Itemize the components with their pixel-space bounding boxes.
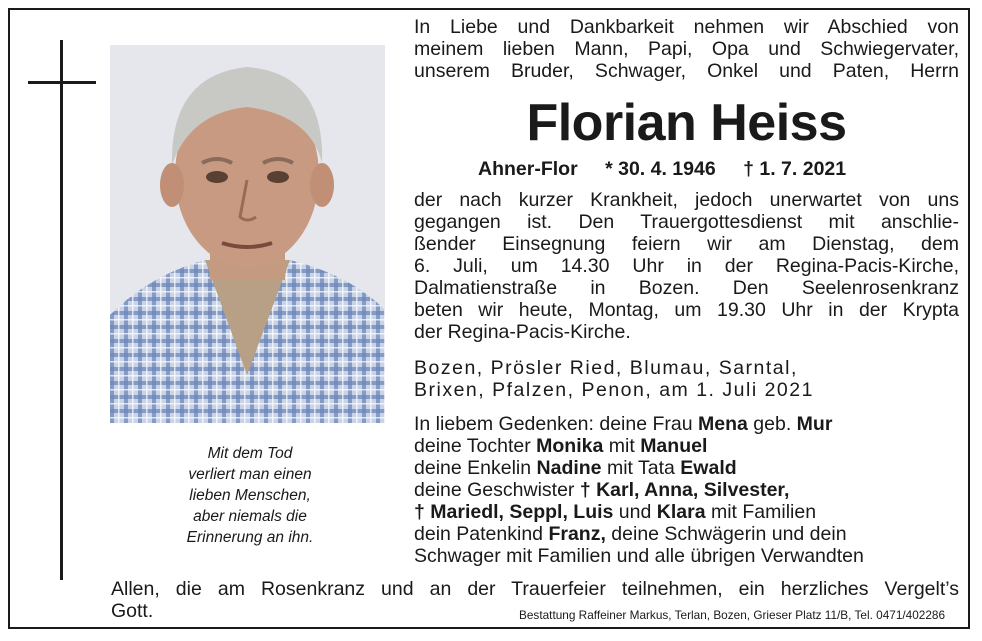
life-dates [478, 158, 868, 181]
cross-icon [60, 40, 63, 580]
intro-text [414, 16, 959, 82]
death-date: † 1. 7. 2021 [743, 158, 847, 180]
family-text: deine Tochter [414, 435, 537, 457]
family-line [414, 479, 959, 501]
family-text: mit [603, 435, 641, 457]
birth-date: * 30. 4. 1946 [605, 158, 716, 180]
undertaker-info: Bestattung Raffeiner Markus, Terlan, Bozen, Grieser Platz 11/B, Tel. 0471/402286 [519, 608, 946, 622]
body-line: gegangen ist. Den Trauergottesdienst mit anschlie- [414, 211, 959, 233]
quote-line: Mit dem Tod [207, 445, 293, 462]
family-text: mit Tata [601, 457, 681, 479]
family-name: Ewald [680, 457, 737, 479]
body-line: beten wir heute, Montag, um 19.30 Uhr in der Krypta [414, 299, 959, 321]
family-name: † Karl, Anna, Silvester, [579, 479, 790, 501]
family-text: deine Geschwister [414, 479, 580, 501]
family-line: Schwager mit Familien und alle übrigen Verwandten [414, 545, 864, 567]
closing-line: Allen, die am Rosenkranz und an der Trauerfeier teilnehmen, ein herzliches Vergelt’s [111, 578, 959, 600]
family-text: mit Familien [705, 501, 817, 523]
place-line: Brixen, Pfalzen, Penon, am 1. Juli 2021 [414, 379, 814, 401]
family-line [414, 435, 959, 457]
family-text: In liebem Gedenken: deine Frau [414, 413, 699, 435]
body-line: ßender Einsegnung feiern wir am Dienstag, dem [414, 233, 959, 255]
family-name: Franz, [548, 523, 606, 545]
family-text: und [613, 501, 657, 523]
intro-line: In Liebe und Dankbarkeit nehmen wir Abschied von [414, 16, 959, 38]
family-text: dein Patenkind [414, 523, 549, 545]
memorial-quote [150, 443, 350, 548]
announcement-text [414, 189, 959, 343]
place-date [414, 357, 959, 401]
family-line [414, 457, 959, 479]
intro-line: meinem lieben Mann, Papi, Opa und Schwiegervater, [414, 38, 959, 60]
family-name: † Mariedl, Seppl, Luis [414, 501, 614, 523]
family-name: Manuel [640, 435, 708, 457]
place-line: Bozen, Prösler Ried, Blumau, Sarntal, [414, 357, 798, 379]
family-line [414, 501, 959, 523]
body-line: 6. Juli, um 14.30 Uhr in der Regina-Pacis-Kirche, [414, 255, 959, 277]
closing-line: Gott. [111, 600, 154, 622]
family-name: Nadine [536, 457, 602, 479]
family-text: geb. [747, 413, 797, 435]
intro-line: unserem Bruder, Schwager, Onkel und Paten, Herrn [414, 60, 959, 82]
portrait-photo [110, 45, 385, 423]
body-line: der nach kurzer Krankheit, jedoch unerwartet von uns [414, 189, 959, 211]
body-line: der Regina-Pacis-Kirche. [414, 321, 631, 343]
family-list [414, 413, 959, 567]
family-name: Mur [796, 413, 833, 435]
family-line [414, 523, 959, 545]
body-line: Dalmatienstraße in Bozen. Den Seelenrosenkranz [414, 277, 959, 299]
family-name: Monika [536, 435, 604, 457]
family-name: Mena [698, 413, 748, 435]
nickname: Ahner-Flor [478, 158, 578, 180]
quote-line: aber niemals die [193, 508, 307, 525]
quote-line: lieben Menschen, [189, 487, 311, 504]
quote-line: Erinnerung an ihn. [186, 529, 314, 546]
quote-line: verliert man einen [188, 466, 312, 483]
cross-icon-bar [28, 81, 96, 84]
family-name: Klara [656, 501, 706, 523]
family-text: deine Enkelin [414, 457, 537, 479]
deceased-name: Florian Heiss [526, 94, 847, 152]
family-text: deine Schwägerin und dein [605, 523, 847, 545]
family-line [414, 413, 959, 435]
